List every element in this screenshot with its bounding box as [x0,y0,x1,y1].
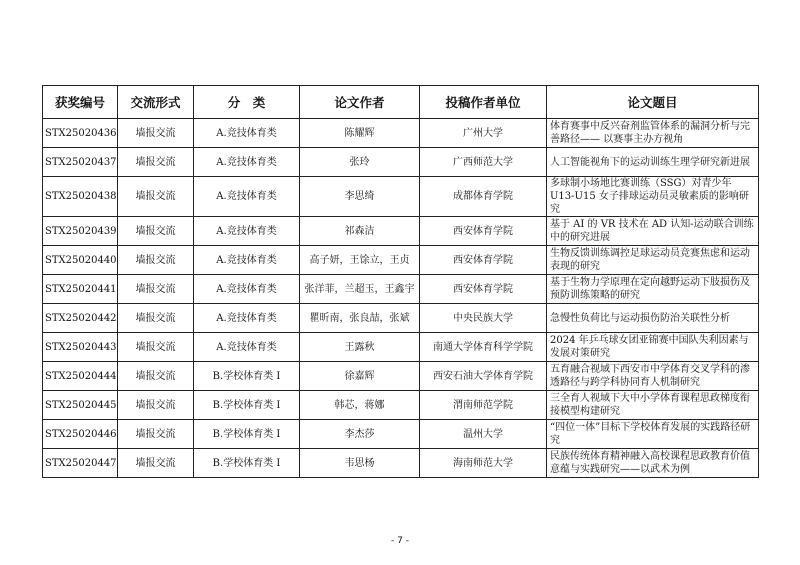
award-id-cell: STX25020447 [43,449,118,478]
paper-title-cell: 人工智能视角下的运动训练生理学研究新进展 [547,148,759,177]
exchange-form-cell: 墙报交流 [118,148,194,177]
award-id-cell: STX25020443 [43,333,118,362]
category-cell: A.竞技体育类 [194,217,300,246]
category-cell: A.竞技体育类 [194,177,300,217]
category-cell: A.竞技体育类 [194,333,300,362]
paper-title-cell: 急慢性负荷比与运动损伤防治关联性分析 [547,304,759,333]
authors-cell: 陈耀辉 [300,119,420,148]
author-unit-cell: 西安体育学院 [420,275,547,304]
paper-title-cell: 五育融合视域下西安市中学体育交叉学科的渗透路径与跨学科协同育人机制研究 [547,362,759,391]
table-row [43,420,759,449]
authors-cell: 李思绮 [300,177,420,217]
author-unit-cell: 南通大学体育科学学院 [420,333,547,362]
header-authors: 论文作者 [300,86,420,119]
authors-cell: 张洋菲，兰超玉，王鑫宇 [300,275,420,304]
table-header-row [43,86,759,119]
table-row [43,333,759,362]
award-id-cell: STX25020436 [43,119,118,148]
header-award-id: 获奖编号 [43,86,118,119]
exchange-form-cell: 墙报交流 [118,304,194,333]
author-unit-cell: 成都体育学院 [420,177,547,217]
table-row [43,217,759,246]
table-row [43,275,759,304]
category-cell: A.竞技体育类 [194,246,300,275]
authors-cell: 韦思杨 [300,449,420,478]
award-id-cell: STX25020446 [43,420,118,449]
table-row [43,177,759,217]
paper-title-cell: 民族传统体育精神融入高校课程思政教育价值意蕴与实践研究——以武术为例 [547,449,759,478]
paper-title-cell: 基于生物力学原理在定向越野运动下肢损伤及预防训练策略的研究 [547,275,759,304]
page-number: - 7 - [391,536,409,546]
exchange-form-cell: 墙报交流 [118,217,194,246]
category-cell: B.学校体育类 I [194,449,300,478]
header-exchange-form: 交流形式 [118,86,194,119]
paper-title-cell: 体育赛事中反兴奋剂监管体系的漏洞分析与完善路径—— 以赛事主办方视角 [547,119,759,148]
table-row [43,246,759,275]
author-unit-cell: 西安体育学院 [420,246,547,275]
author-unit-cell: 西安体育学院 [420,217,547,246]
exchange-form-cell: 墙报交流 [118,177,194,217]
award-id-cell: STX25020444 [43,362,118,391]
award-id-cell: STX25020442 [43,304,118,333]
authors-cell: 王露秋 [300,333,420,362]
author-unit-cell: 温州大学 [420,420,547,449]
authors-cell: 徐嘉辉 [300,362,420,391]
category-cell: B.学校体育类 I [194,391,300,420]
awards-table [42,85,759,478]
category-cell: A.竞技体育类 [194,304,300,333]
authors-cell: 祁森洁 [300,217,420,246]
author-unit-cell: 西安石油大学体育学院 [420,362,547,391]
authors-cell: 韩芯，蒋娜 [300,391,420,420]
paper-title-cell: “四位一体”目标下学校体育发展的实践路径研究 [547,420,759,449]
table-row [43,304,759,333]
exchange-form-cell: 墙报交流 [118,119,194,148]
paper-title-cell: 2024 年乒乓球女团亚锦赛中国队失利因素与发展对策研究 [547,333,759,362]
exchange-form-cell: 墙报交流 [118,275,194,304]
exchange-form-cell: 墙报交流 [118,391,194,420]
award-id-cell: STX25020440 [43,246,118,275]
exchange-form-cell: 墙报交流 [118,449,194,478]
table-row [43,391,759,420]
author-unit-cell: 渭南师范学院 [420,391,547,420]
award-id-cell: STX25020437 [43,148,118,177]
paper-title-cell: 多球制小场地比赛训练（SSG）对青少年 U13-U15 女子排球运动员灵敏素质的影响研究 [547,177,759,217]
table-row [43,119,759,148]
authors-cell: 李杰莎 [300,420,420,449]
header-paper-title: 论文题目 [547,86,759,119]
author-unit-cell: 中央民族大学 [420,304,547,333]
exchange-form-cell: 墙报交流 [118,362,194,391]
award-id-cell: STX25020438 [43,177,118,217]
category-cell: A.竞技体育类 [194,148,300,177]
exchange-form-cell: 墙报交流 [118,333,194,362]
paper-title-cell: 生物反馈训练调控足球运动员竞赛焦虑和运动表现的研究 [547,246,759,275]
authors-cell: 张玲 [300,148,420,177]
table-row [43,362,759,391]
author-unit-cell: 广西师范大学 [420,148,547,177]
award-id-cell: STX25020445 [43,391,118,420]
award-id-cell: STX25020439 [43,217,118,246]
category-cell: B.学校体育类 I [194,362,300,391]
category-cell: A.竞技体育类 [194,119,300,148]
table-row [43,148,759,177]
paper-title-cell: 三全育人视域下大中小学体育课程思政梯度衔接模型构建研究 [547,391,759,420]
paper-title-cell: 基于 AI 的 VR 技术在 AD 认知-运动联合训练中的研究进展 [547,217,759,246]
category-cell: B.学校体育类 I [194,420,300,449]
author-unit-cell: 海南师范大学 [420,449,547,478]
authors-cell: 高子妍，王馀立，王贞 [300,246,420,275]
category-cell: A.竞技体育类 [194,275,300,304]
exchange-form-cell: 墙报交流 [118,246,194,275]
table-row [43,449,759,478]
header-author-unit: 投稿作者单位 [420,86,547,119]
header-category: 分 类 [194,86,300,119]
exchange-form-cell: 墙报交流 [118,420,194,449]
authors-cell: 瞿昕南，张良喆，张斌 [300,304,420,333]
author-unit-cell: 广州大学 [420,119,547,148]
award-id-cell: STX25020441 [43,275,118,304]
